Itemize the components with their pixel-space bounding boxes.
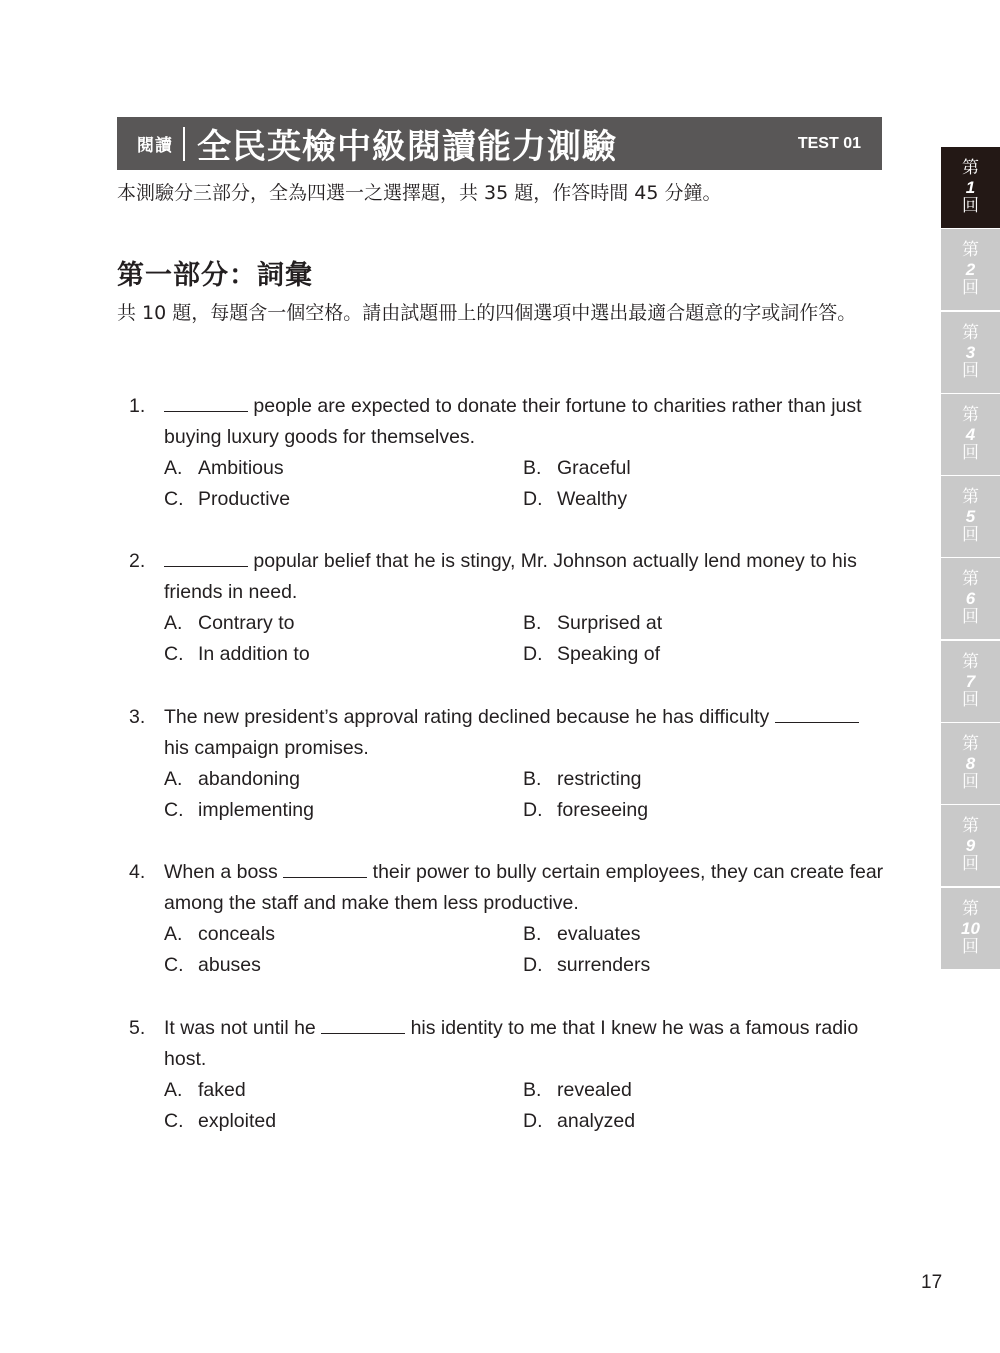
option-text: revealed xyxy=(557,1079,632,1101)
option-text: foreseeing xyxy=(557,799,649,821)
test-tab-4[interactable] xyxy=(941,394,1000,475)
question-number: 1. xyxy=(129,395,146,417)
test-tab-6[interactable] xyxy=(941,558,1000,639)
question-item xyxy=(129,1013,889,1137)
option-letter: C. xyxy=(164,643,184,665)
question-text xyxy=(164,857,889,919)
option-letter: D. xyxy=(523,1110,543,1132)
tab-number: 4 xyxy=(965,424,976,444)
question-text-after: popular belief that he is stingy, Mr. Johnson actually lend money to his friends in need. xyxy=(164,550,857,603)
option-text: abandoning xyxy=(198,768,300,790)
question-text xyxy=(164,1013,889,1075)
question-stem xyxy=(129,1013,889,1075)
question-item xyxy=(129,857,889,981)
tab-prefix: 第 xyxy=(962,240,979,261)
options-grid xyxy=(164,1075,889,1137)
options-grid xyxy=(164,453,889,515)
page-number: 17 xyxy=(921,1272,943,1293)
question-stem xyxy=(129,546,889,608)
tab-prefix: 第 xyxy=(962,569,979,590)
question-stem xyxy=(129,857,889,919)
option-letter: A. xyxy=(164,768,183,790)
answer-option xyxy=(164,795,523,826)
part-title: 第一部分：詞彙 xyxy=(117,260,313,291)
option-text: Wealthy xyxy=(557,488,628,510)
answer-option xyxy=(164,1106,523,1137)
option-text: analyzed xyxy=(557,1110,636,1132)
page-header-bar xyxy=(117,117,882,170)
tab-suffix: 回 xyxy=(962,196,979,216)
tab-suffix: 回 xyxy=(962,607,979,628)
tab-number: 3 xyxy=(965,342,976,362)
question-item xyxy=(129,702,889,826)
option-text: faked xyxy=(198,1079,246,1101)
answer-option xyxy=(523,1075,889,1106)
test-intro: 本測驗分三部分，全為四選一之選擇題，共 35 題，作答時間 45 分鐘。 xyxy=(117,182,722,204)
tab-number: 8 xyxy=(965,754,976,774)
answer-option xyxy=(523,639,889,670)
option-text: evaluates xyxy=(557,923,641,945)
tab-prefix: 第 xyxy=(962,322,979,343)
test-tab-8[interactable] xyxy=(941,723,1000,804)
option-text: implementing xyxy=(198,799,314,821)
option-text: surrenders xyxy=(557,954,651,976)
option-letter: C. xyxy=(164,1110,184,1132)
answer-blank xyxy=(283,859,367,878)
answer-option xyxy=(164,608,523,639)
answer-blank xyxy=(775,704,859,723)
test-tab-nav xyxy=(941,147,1000,970)
question-text-before: The new president’s approval rating declined because he has difficulty xyxy=(164,706,775,728)
answer-option xyxy=(523,950,889,981)
tab-number: 9 xyxy=(965,836,976,856)
tab-suffix: 回 xyxy=(962,278,979,299)
answer-option xyxy=(164,639,523,670)
option-letter: C. xyxy=(164,799,184,821)
tab-suffix: 回 xyxy=(962,442,979,463)
question-text-after: his campaign promises. xyxy=(164,737,369,759)
tab-suffix: 回 xyxy=(962,689,979,710)
question-item xyxy=(129,391,889,515)
header-divider xyxy=(183,127,185,161)
tab-suffix: 回 xyxy=(962,360,979,381)
test-tab-9[interactable] xyxy=(941,805,1000,886)
tab-number: 1 xyxy=(965,178,976,197)
option-text: exploited xyxy=(198,1110,277,1132)
question-text-before: When a boss xyxy=(164,861,284,883)
option-letter: B. xyxy=(523,1079,542,1101)
tab-suffix: 回 xyxy=(962,525,979,546)
tab-number: 5 xyxy=(965,507,976,527)
option-letter: A. xyxy=(164,612,183,634)
question-number: 4. xyxy=(129,861,146,883)
answer-option xyxy=(164,453,523,484)
tab-prefix: 第 xyxy=(962,816,979,837)
tab-number: 7 xyxy=(965,671,976,691)
option-letter: D. xyxy=(523,643,543,665)
option-text: Surprised at xyxy=(557,612,663,634)
answer-option xyxy=(164,764,523,795)
question-text-after: his identity to me that I knew he was a famous radio host. xyxy=(164,1017,859,1070)
option-letter: A. xyxy=(164,1079,183,1101)
tab-suffix: 回 xyxy=(962,772,979,793)
option-text: Speaking of xyxy=(557,643,660,665)
question-stem xyxy=(129,702,889,764)
answer-blank xyxy=(321,1015,405,1034)
question-number: 5. xyxy=(129,1017,146,1039)
tab-prefix: 第 xyxy=(962,651,979,672)
question-number: 2. xyxy=(129,550,146,572)
option-letter: A. xyxy=(164,923,183,945)
question-text xyxy=(164,702,889,764)
option-letter: C. xyxy=(164,488,184,510)
options-grid xyxy=(164,608,889,670)
answer-option xyxy=(523,608,889,639)
option-text: Ambitious xyxy=(198,457,284,479)
option-letter: A. xyxy=(164,457,183,479)
option-text: Productive xyxy=(198,488,291,510)
tab-prefix: 第 xyxy=(962,404,979,425)
question-text-before: It was not until he xyxy=(164,1017,322,1039)
option-text: In addition to xyxy=(198,643,310,665)
answer-blank xyxy=(164,548,248,567)
answer-blank xyxy=(164,393,248,412)
option-letter: C. xyxy=(164,954,184,976)
option-letter: D. xyxy=(523,799,543,821)
option-text: Contrary to xyxy=(198,612,295,634)
answer-option xyxy=(164,484,523,515)
answer-option xyxy=(164,1075,523,1106)
question-text xyxy=(164,546,889,608)
option-letter: D. xyxy=(523,488,543,510)
option-text: abuses xyxy=(198,954,261,976)
tab-number: 2 xyxy=(965,260,976,280)
question-number: 3. xyxy=(129,706,146,728)
test-tab-7[interactable] xyxy=(941,641,1000,722)
question-text-after: people are expected to donate their fortune to charities rather than just buying luxury goods for themselves. xyxy=(164,395,862,448)
test-tab-10[interactable] xyxy=(941,888,1000,969)
test-tab-3[interactable] xyxy=(941,312,1000,393)
tab-number: 10 xyxy=(961,918,980,938)
tab-prefix: 第 xyxy=(962,158,979,178)
option-letter: B. xyxy=(523,612,542,634)
answer-option xyxy=(523,919,889,950)
part-description: 共 10 題，每題含一個空格。請由試題冊上的四個選項中選出最適合題意的字或詞作答。 xyxy=(117,302,857,324)
answer-option xyxy=(523,484,889,515)
options-grid xyxy=(164,764,889,826)
tab-prefix: 第 xyxy=(962,898,979,919)
test-tab-5[interactable] xyxy=(941,476,1000,557)
tab-prefix: 第 xyxy=(962,734,979,755)
section-label: 閱讀 xyxy=(137,136,173,156)
option-letter: D. xyxy=(523,954,543,976)
answer-option xyxy=(523,795,889,826)
question-stem xyxy=(129,391,889,453)
option-text: restricting xyxy=(557,768,642,790)
test-tab-1[interactable] xyxy=(941,147,1000,228)
tab-suffix: 回 xyxy=(962,936,979,957)
answer-option xyxy=(164,950,523,981)
question-text-after: their power to bully certain employees, they can create fear among the staff and make them less productive. xyxy=(164,861,884,914)
option-letter: B. xyxy=(523,923,542,945)
test-label: TEST 01 xyxy=(797,134,861,152)
answer-option xyxy=(523,453,889,484)
option-text: conceals xyxy=(198,923,275,945)
options-grid xyxy=(164,919,889,981)
option-letter: B. xyxy=(523,457,542,479)
tab-prefix: 第 xyxy=(962,487,979,508)
option-letter: B. xyxy=(523,768,542,790)
option-text: Graceful xyxy=(557,457,631,479)
answer-option xyxy=(523,1106,889,1137)
page-title: 全民英檢中級閱讀能力測驗 xyxy=(197,127,617,167)
tab-number: 6 xyxy=(965,589,976,609)
test-tab-2[interactable] xyxy=(941,229,1000,310)
answer-option xyxy=(164,919,523,950)
question-text xyxy=(164,391,889,453)
answer-option xyxy=(523,764,889,795)
tab-suffix: 回 xyxy=(962,854,979,875)
question-item xyxy=(129,546,889,670)
